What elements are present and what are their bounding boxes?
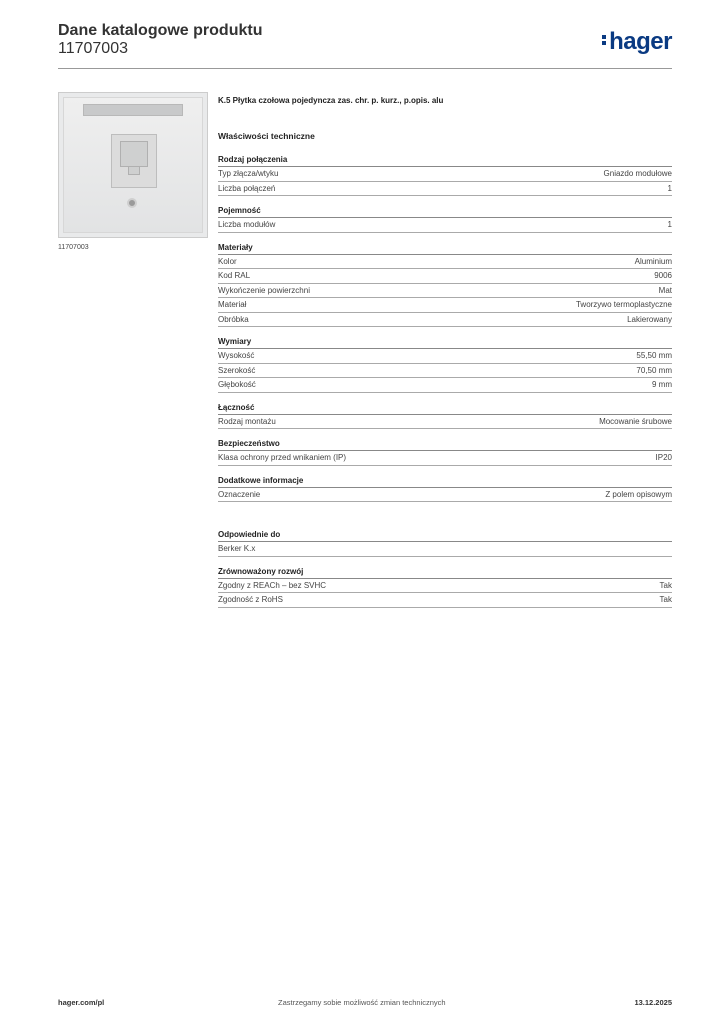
- spec-section: [218, 206, 672, 233]
- product-details: [218, 96, 672, 618]
- footer-notice: Zastrzegamy sobie możliwość zmian technicznych: [278, 998, 446, 1007]
- spec-section: [218, 337, 672, 393]
- row-key: Kod RAL: [218, 271, 251, 280]
- row-value: Tak: [659, 595, 672, 604]
- row-key: Berker K.x: [218, 544, 256, 553]
- table-row: [218, 364, 672, 379]
- row-key: Obróbka: [218, 314, 249, 324]
- row-key: Liczba połączeń: [218, 183, 276, 193]
- row-key: Kolor: [218, 256, 237, 266]
- label-field-icon: [83, 104, 183, 116]
- row-value: Z polem opisowym: [605, 489, 672, 499]
- row-value: 1: [667, 183, 672, 193]
- footer-date: 13.12.2025: [634, 998, 672, 1007]
- row-key: Głębokość: [218, 380, 256, 389]
- spec-section: [218, 243, 672, 328]
- section-title: Łączność: [218, 403, 672, 415]
- spec-section: [218, 403, 672, 430]
- table-row: [218, 298, 672, 313]
- footer-link[interactable]: hager.com/pl: [58, 998, 105, 1007]
- section-title: Bezpieczeństwo: [218, 439, 672, 451]
- row-key: Klasa ochrony przed wnikaniem (IP): [218, 453, 347, 462]
- table-row: [218, 579, 672, 594]
- row-value: Tak: [659, 580, 672, 590]
- logo-text: hager: [609, 28, 672, 55]
- row-value: IP20: [655, 453, 672, 462]
- section-title: Zrównoważony rozwój: [218, 567, 672, 579]
- properties-heading: Właściwości techniczne: [218, 131, 315, 141]
- row-value: Aluminium: [634, 256, 672, 266]
- row-value: Gniazdo modułowe: [603, 169, 672, 178]
- page-title: Dane katalogowe produktu: [58, 22, 263, 39]
- row-key: Zgodność z RoHS: [218, 595, 283, 604]
- hager-logo[interactable]: [602, 28, 672, 56]
- table-row: [218, 284, 672, 299]
- row-value: 70,50 mm: [636, 365, 672, 375]
- table-row: [218, 182, 672, 197]
- table-row: [218, 218, 672, 233]
- table-row: [218, 542, 672, 557]
- spec-section: [218, 476, 672, 503]
- row-value: 9 mm: [652, 380, 672, 389]
- section-title: Wymiary: [218, 337, 672, 349]
- row-value: Mocowanie śrubowe: [599, 416, 672, 426]
- row-value: 9006: [654, 271, 672, 280]
- table-row: [218, 269, 672, 284]
- table-row: [218, 488, 672, 503]
- row-value: Lakierowany: [627, 314, 672, 324]
- section-title: Odpowiednie do: [218, 530, 672, 542]
- spec-section: [218, 155, 672, 196]
- row-key: Wysokość: [218, 351, 255, 360]
- row-key: Typ złącza/wtyku: [218, 169, 279, 178]
- table-row: [218, 451, 672, 466]
- table-row: [218, 255, 672, 270]
- row-key: Zgodny z REACh – bez SVHC: [218, 580, 327, 590]
- row-key: Szerokość: [218, 365, 256, 375]
- table-row: [218, 593, 672, 608]
- technical-sections: [218, 155, 672, 502]
- table-row: [218, 167, 672, 182]
- row-value: 55,50 mm: [636, 351, 672, 360]
- row-value: Tworzywo termoplastyczne: [575, 300, 672, 309]
- section-sustainability: [218, 567, 672, 608]
- product-name: K.5 Płytka czołowa pojedyncza zas. chr. p. kurz., p.opis. alu: [218, 96, 444, 105]
- image-caption: 11707003: [58, 244, 89, 251]
- table-row: [218, 349, 672, 364]
- row-value: 1: [667, 220, 672, 229]
- row-key: Rodzaj montażu: [218, 416, 276, 426]
- row-key: Liczba modułów: [218, 220, 276, 229]
- row-key: Materiał: [218, 300, 247, 309]
- section-title: Rodzaj połączenia: [218, 155, 672, 167]
- plate-illustration: [63, 97, 203, 233]
- section-title: Dodatkowe informacje: [218, 476, 672, 488]
- row-value: Mat: [658, 285, 672, 295]
- socket-icon: [111, 134, 157, 188]
- product-code: 11707003: [58, 40, 128, 57]
- logo-dots-icon: [602, 33, 608, 47]
- screw-icon: [127, 198, 137, 208]
- header-divider: [58, 68, 672, 69]
- product-image: [58, 92, 208, 238]
- spec-section: [218, 439, 672, 466]
- page-header: [58, 22, 672, 70]
- row-key: Oznaczenie: [218, 489, 261, 499]
- section-title: Materiały: [218, 243, 672, 255]
- table-row: [218, 378, 672, 393]
- section-suitable: [218, 530, 672, 557]
- row-key: Wykończenie powierzchni: [218, 285, 310, 295]
- section-title: Pojemność: [218, 206, 672, 218]
- table-row: [218, 313, 672, 328]
- table-row: [218, 415, 672, 430]
